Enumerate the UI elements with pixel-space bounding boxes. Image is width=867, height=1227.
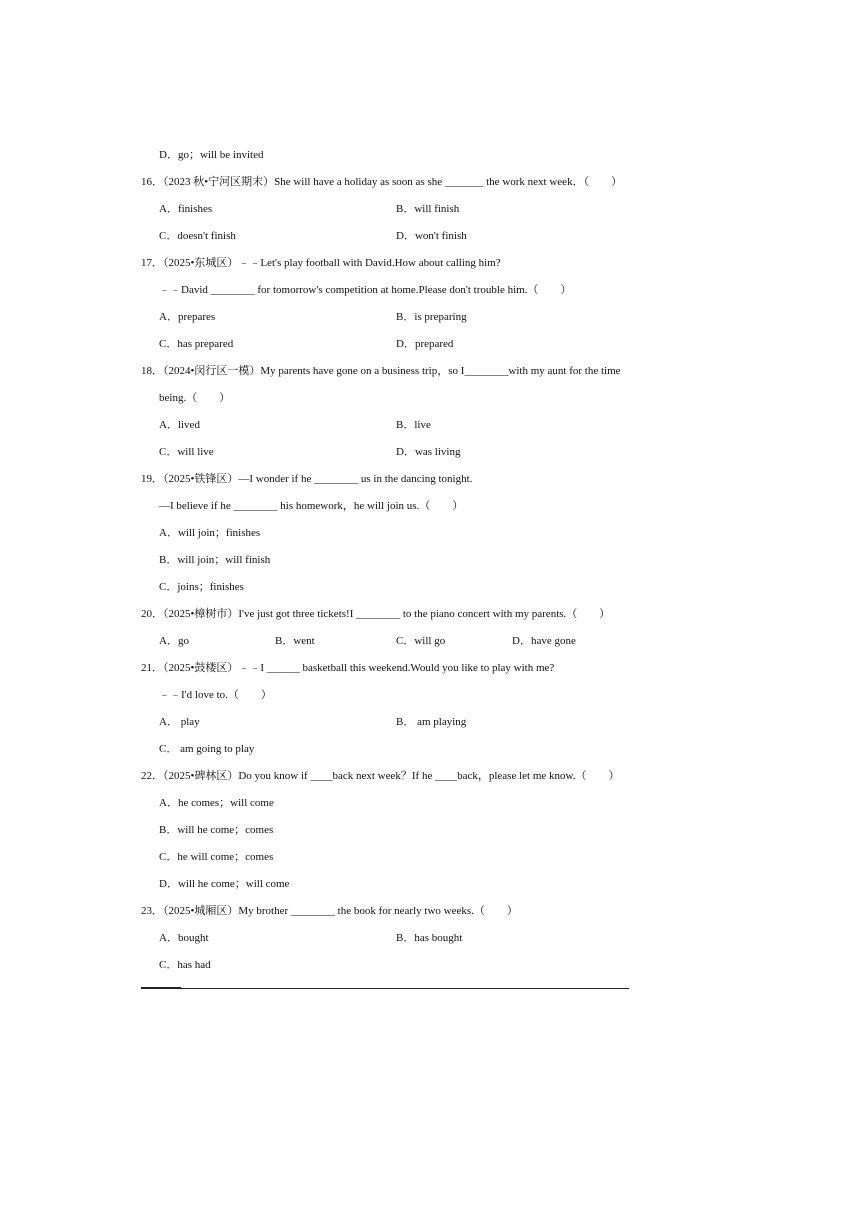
question-17-option-c: C．has prepared (159, 338, 234, 350)
question-21-option-a: A． play (159, 716, 200, 728)
question-20-option-b: B．went (275, 635, 315, 647)
question-22-option-b: B．will he come；comes (159, 824, 274, 836)
question-17-option-b: B．is preparing (396, 311, 467, 323)
question-16-stem: 16．（2023 秋•宁河区期末）She will have a holiday as soon as she _______ the work next week．（ ） (141, 176, 623, 188)
question-21-option-c: C． am going to play (159, 743, 255, 755)
question-22-option-d: D．will he come；will come (159, 878, 290, 890)
question-18-option-c: C．will live (159, 446, 214, 458)
question-20-stem: 20．（2025•樟树市）I've just got three tickets!I ________ to the piano concert with my parents.（ ） (141, 608, 611, 620)
question-16-option-d: D．won't finish (396, 230, 467, 242)
question-19-option-a: A．will join；finishes (159, 527, 261, 539)
prev-question-option-d: D．go；will be invited (159, 149, 264, 161)
question-19-stem-line-2: —I believe if he ________ his homework，he will join us.（ ） (159, 500, 464, 512)
question-22-option-a: A．he comes；will come (159, 797, 274, 809)
question-22-option-c: C．he will come；comes (159, 851, 274, 863)
question-21-stem-line-1: 21．（2025•鼓楼区）﹣﹣I ______ basketball this weekend.Would you like to play with me? (141, 662, 555, 674)
question-17-option-d: D．prepared (396, 338, 454, 350)
question-19-option-b: B．will join；will finish (159, 554, 271, 566)
question-23-option-a: A．bought (159, 932, 209, 944)
question-17-option-a: A．prepares (159, 311, 216, 323)
question-20-option-a: A．go (159, 635, 189, 647)
question-18-stem-line-1: 18．（2024•闵行区一模）My parents have gone on a business trip，so I________with my aunt for the time (141, 365, 621, 377)
footer-rule (141, 988, 629, 989)
question-17-stem-line-2: ﹣﹣David ________ for tomorrow's competition at home.Please don't trouble him.（ ） (159, 284, 572, 296)
question-22-stem: 22．（2025•碑林区）Do you know if ____back next week？If he ____back，please let me know.（ ） (141, 770, 620, 782)
question-20-option-d: D．have gone (512, 635, 576, 647)
question-23-option-b: B．has bought (396, 932, 463, 944)
question-19-stem-line-1: 19．（2025•铁锋区）—I wonder if he ________ us in the dancing tonight. (141, 473, 473, 485)
question-23-stem: 23．（2025•城厢区）My brother ________ the book for nearly two weeks.（ ） (141, 905, 518, 917)
question-16-option-c: C．doesn't finish (159, 230, 236, 242)
question-18-stem-line-2: being.（ ） (159, 392, 231, 404)
question-16-option-b: B．will finish (396, 203, 460, 215)
question-21-option-b: B． am playing (396, 716, 467, 728)
question-20-option-c: C．will go (396, 635, 446, 647)
question-18-option-a: A．lived (159, 419, 200, 431)
question-18-option-d: D．was living (396, 446, 461, 458)
question-18-option-b: B．live (396, 419, 431, 431)
question-16-option-a: A．finishes (159, 203, 213, 215)
question-19-option-c: C．joins；finishes (159, 581, 244, 593)
question-17-stem-line-1: 17．（2025•东城区）﹣﹣Let's play football with David.How about calling him? (141, 257, 501, 269)
question-21-stem-line-2: ﹣﹣I'd love to.（ ） (159, 689, 272, 701)
question-23-option-c: C．has had (159, 959, 211, 971)
